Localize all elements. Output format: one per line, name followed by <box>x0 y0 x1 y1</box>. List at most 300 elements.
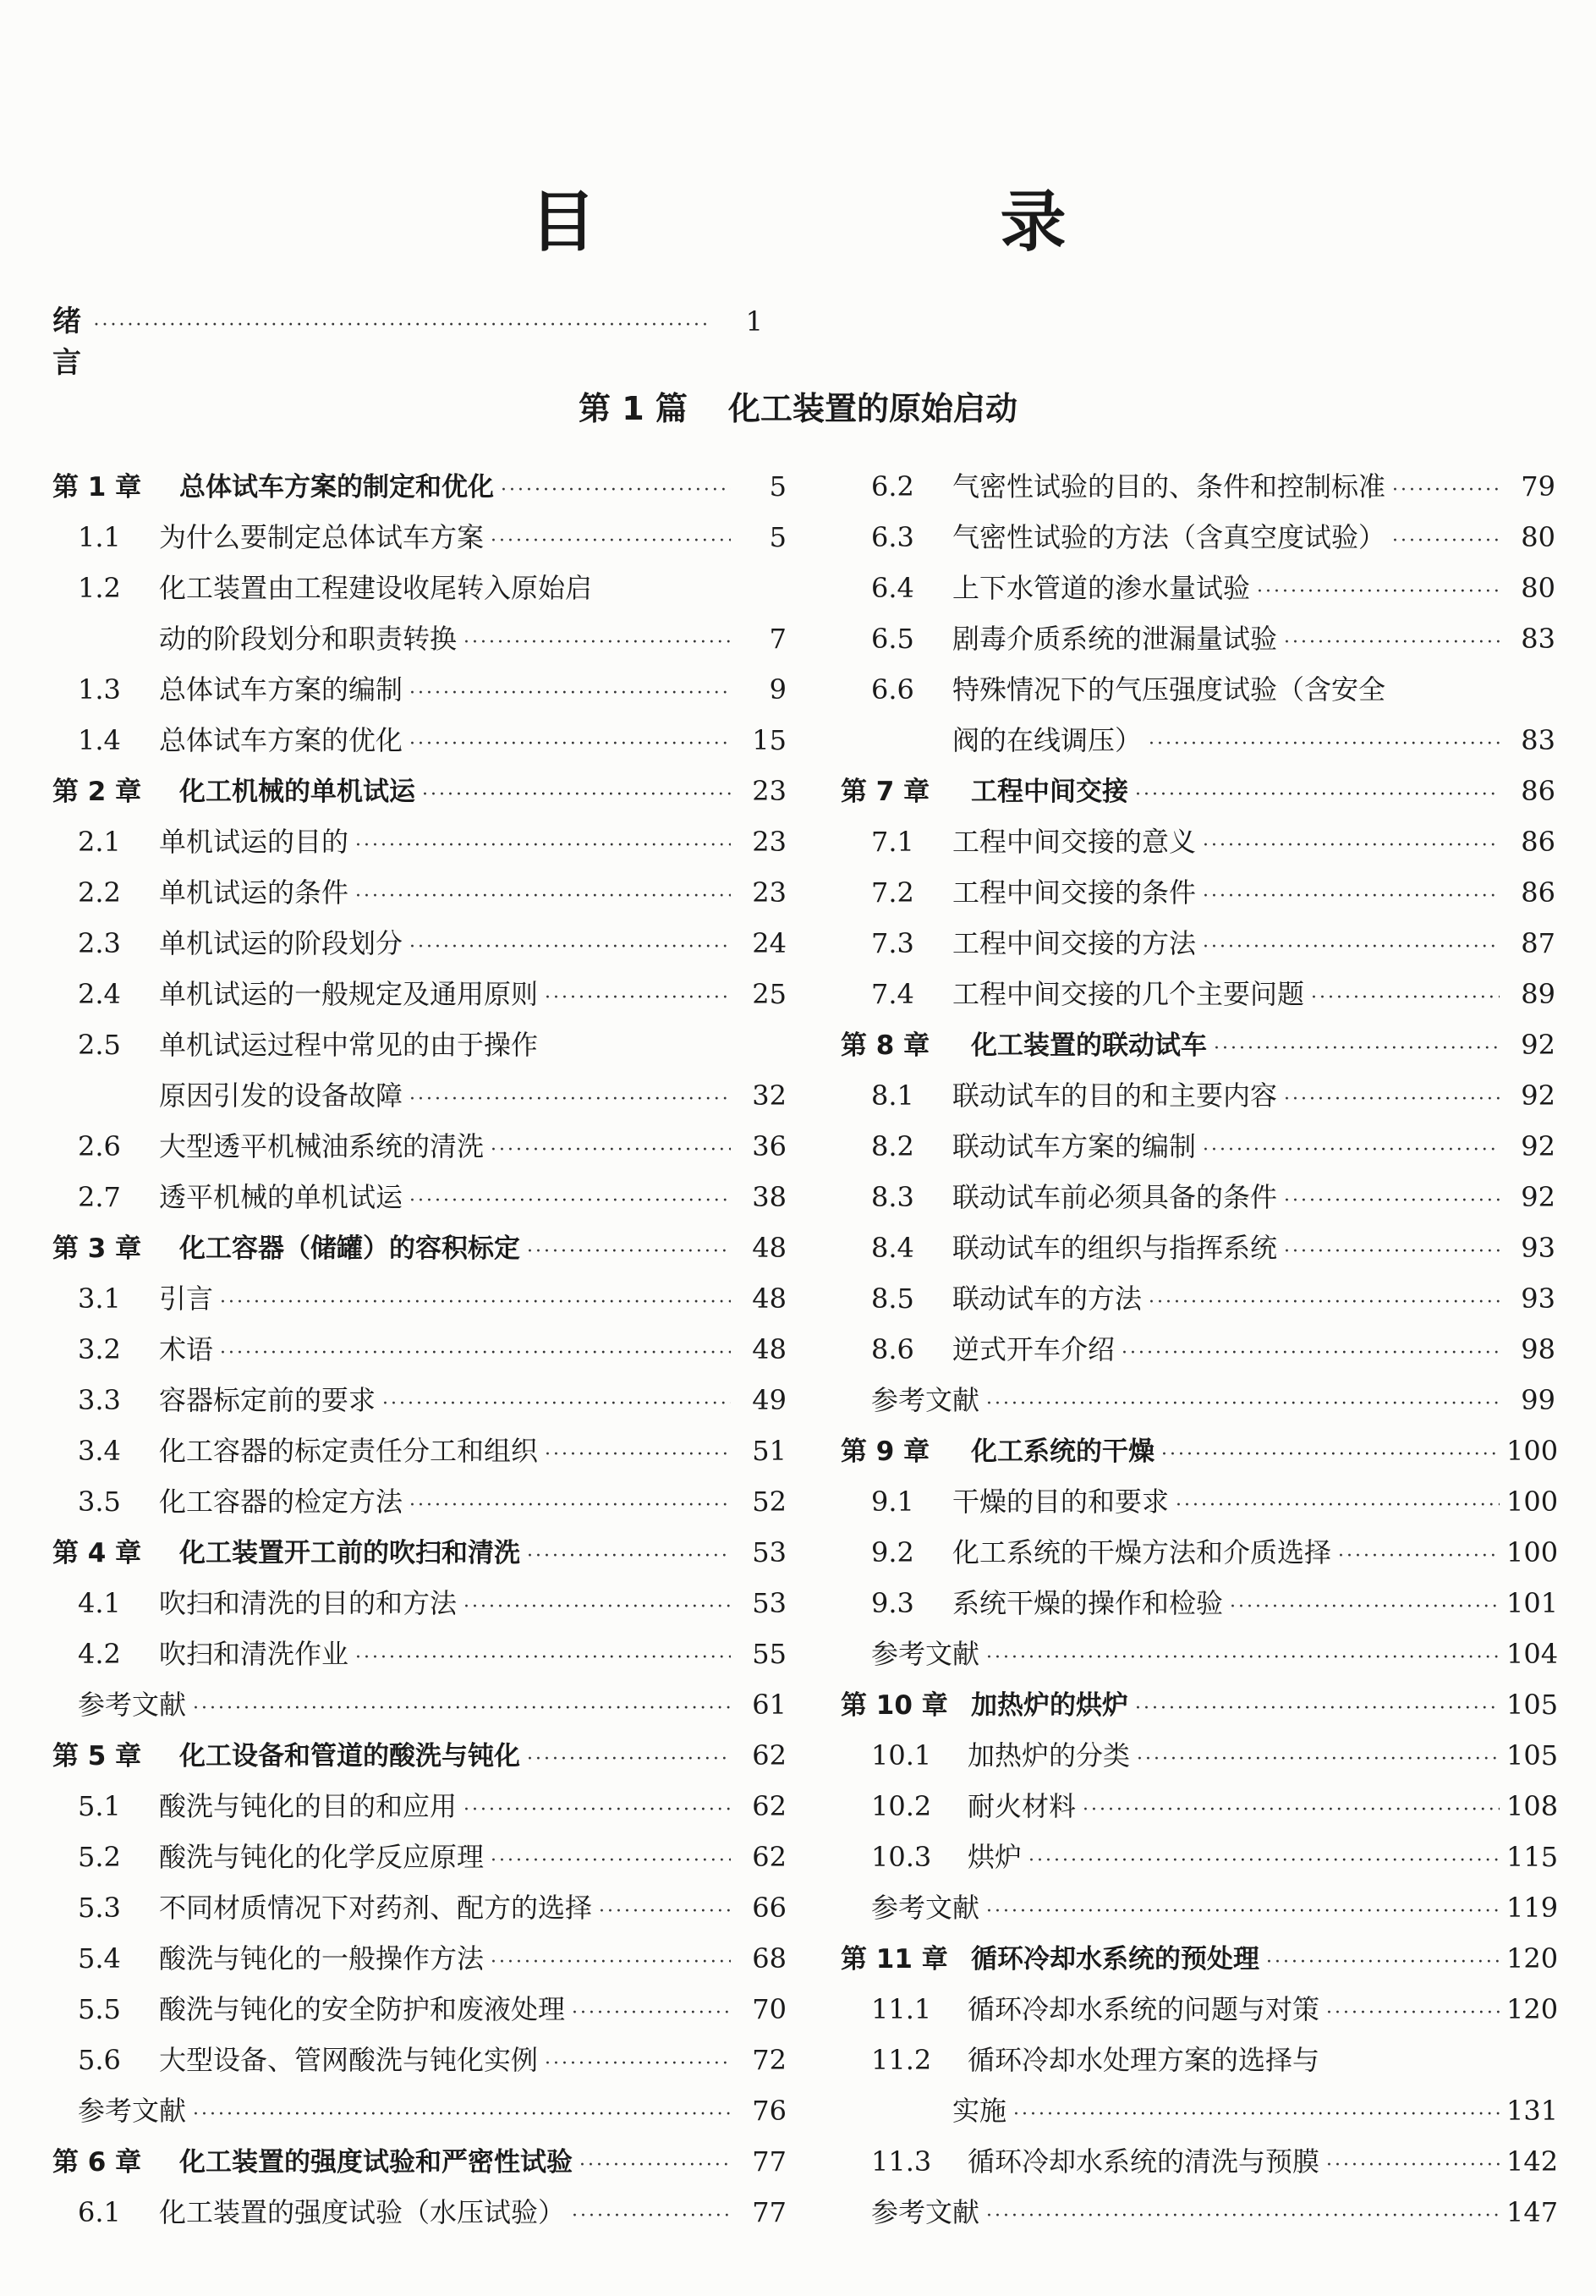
entry-title: 化工装置的强度试验（水压试验） <box>159 2196 566 2228</box>
leader-dots <box>986 1887 1500 1937</box>
entry-title: 耐火材料 <box>968 1790 1077 1822</box>
entry-page-number: 61 <box>752 1689 787 1721</box>
entry-page-number: 38 <box>752 1181 787 1213</box>
entry-title: 工程中间交接的条件 <box>952 876 1197 909</box>
entry-number: 1.2 <box>78 572 121 604</box>
leader-dots <box>422 770 731 821</box>
toc-section-entry[interactable] <box>841 461 1555 512</box>
entry-number: 6.3 <box>871 521 914 553</box>
leader-dots <box>986 1379 1500 1430</box>
entry-title: 单机试运的一般规定及通用原则 <box>159 978 539 1010</box>
entry-page-number: 92 <box>1521 1181 1555 1213</box>
entry-number: 7.2 <box>871 876 914 909</box>
entry-title: 化工装置开工前的吹扫和清洗 <box>179 1538 520 1568</box>
toc-section-entry[interactable] <box>841 1578 1559 1629</box>
entry-title: 大型透平机械油系统的清洗 <box>159 1130 485 1162</box>
leader-dots <box>491 1125 731 1176</box>
leader-dots <box>463 1785 731 1836</box>
entry-number: 第 8 章 <box>841 1030 930 1061</box>
toc-entry-continuation[interactable] <box>841 2085 1559 2136</box>
toc-chapter-entry[interactable] <box>52 2136 787 2187</box>
toc-section-entry[interactable] <box>52 1832 787 1882</box>
entry-page-number: 100 <box>1506 1435 1559 1467</box>
entry-title: 化工设备和管道的酸洗与钝化 <box>179 1741 520 1771</box>
entry-page-number: 68 <box>752 1942 787 1975</box>
toc-section-entry[interactable] <box>841 2136 1559 2187</box>
toc-section-entry[interactable] <box>841 664 1555 715</box>
entry-title: 参考文献 <box>871 1892 980 1924</box>
entry-page-number: 25 <box>752 978 787 1010</box>
entry-number: 2.3 <box>78 927 121 959</box>
entry-number: 第 3 章 <box>52 1233 142 1264</box>
toc-chapter-entry[interactable] <box>52 766 787 816</box>
entry-title: 化工容器的检定方法 <box>159 1486 403 1518</box>
toc-references-entry[interactable] <box>841 2187 1559 2238</box>
leader-dots <box>409 719 731 770</box>
entry-title: 参考文献 <box>871 2196 980 2228</box>
toc-section-entry[interactable] <box>52 1273 787 1324</box>
entry-number: 5.3 <box>78 1892 121 1924</box>
toc-section-entry[interactable] <box>841 1476 1559 1527</box>
entry-page-number: 92 <box>1521 1079 1555 1112</box>
entry-title: 引言 <box>159 1283 214 1315</box>
entry-page-number: 48 <box>752 1232 787 1264</box>
toc-right-column <box>841 461 1559 2238</box>
entry-number: 9.1 <box>871 1486 914 1518</box>
entry-page-number: 52 <box>752 1486 787 1518</box>
toc-section-entry[interactable] <box>52 1578 787 1629</box>
toc-chapter-entry[interactable] <box>52 461 787 512</box>
leader-dots <box>409 668 731 719</box>
entry-title: 化工系统的干燥 <box>971 1436 1154 1467</box>
leader-dots <box>463 618 731 668</box>
entry-title: 系统干燥的操作和检验 <box>952 1587 1224 1619</box>
entry-number: 8.3 <box>871 1181 914 1213</box>
entry-page-number: 147 <box>1506 2196 1559 2228</box>
entry-page-number: 100 <box>1506 1536 1559 1568</box>
entry-page-number: 49 <box>752 1384 787 1416</box>
toc-section-entry[interactable] <box>841 1070 1555 1121</box>
toc-section-entry[interactable] <box>841 1781 1559 1832</box>
entry-title: 联动试车方案的编制 <box>952 1130 1197 1162</box>
entry-page-number: 105 <box>1506 1689 1559 1721</box>
leader-dots <box>545 1430 731 1480</box>
preface-page: 1 <box>745 305 763 338</box>
toc-section-entry[interactable] <box>52 1172 787 1222</box>
toc-section-entry[interactable] <box>52 1425 787 1476</box>
entry-title: 术语 <box>159 1333 214 1365</box>
entry-page-number: 120 <box>1506 1942 1559 1975</box>
entry-title: 工程中间交接的几个主要问题 <box>952 978 1305 1010</box>
entry-number: 5.6 <box>78 2044 121 2076</box>
entry-page-number: 89 <box>1521 978 1555 1010</box>
toc-section-entry[interactable] <box>52 1019 787 1070</box>
leader-dots <box>1203 922 1500 973</box>
toc-section-entry[interactable] <box>52 512 787 563</box>
entry-title: 原因引发的设备故障 <box>159 1079 403 1112</box>
entry-page-number: 86 <box>1521 876 1555 909</box>
toc-section-entry[interactable] <box>52 969 787 1019</box>
leader-dots <box>599 1887 731 1937</box>
entry-title: 化工装置的强度试验和严密性试验 <box>179 2147 573 2178</box>
entry-number: 第 9 章 <box>841 1436 930 1467</box>
entry-number: 2.7 <box>78 1181 121 1213</box>
leader-dots <box>1214 1024 1500 1074</box>
toc-section-entry[interactable] <box>841 512 1555 563</box>
entry-title: 联动试车的目的和主要内容 <box>952 1079 1278 1112</box>
entry-title: 气密性试验的目的、条件和控制标准 <box>952 470 1386 503</box>
entry-number: 10.3 <box>871 1841 932 1873</box>
entry-page-number: 36 <box>752 1130 787 1162</box>
part-number: 第 1 篇 <box>579 390 688 427</box>
leader-dots <box>1392 465 1500 516</box>
entry-number: 6.4 <box>871 572 914 604</box>
leader-dots <box>491 516 731 567</box>
toc-left-column <box>52 461 787 2238</box>
part-title: 化工装置的原始启动 <box>727 390 1017 427</box>
toc-section-entry[interactable] <box>52 664 787 715</box>
entry-title: 酸洗与钝化的目的和应用 <box>159 1790 458 1822</box>
entry-number: 5.1 <box>78 1790 121 1822</box>
leader-dots <box>1149 1277 1500 1328</box>
toc-section-entry[interactable] <box>841 867 1555 918</box>
leader-dots <box>1230 1582 1500 1633</box>
entry-page-number: 93 <box>1521 1283 1555 1315</box>
leader-dots <box>545 973 731 1024</box>
toc-section-entry[interactable] <box>52 1984 787 2035</box>
leader-dots <box>572 1988 731 2039</box>
entry-number: 10.2 <box>871 1790 932 1822</box>
entry-page-number: 80 <box>1521 521 1555 553</box>
leader-dots <box>1149 719 1500 770</box>
entry-page-number: 87 <box>1521 927 1555 959</box>
leader-dots <box>572 2191 731 2242</box>
leader-dots <box>409 1176 731 1227</box>
toc-section-entry[interactable] <box>52 918 787 969</box>
entry-title: 大型设备、管网酸洗与钝化实例 <box>159 2044 539 2076</box>
entry-number: 4.1 <box>78 1587 121 1619</box>
toc-section-entry[interactable] <box>52 1629 787 1679</box>
entry-number: 5.4 <box>78 1942 121 1975</box>
entry-title: 循环冷却水系统的清洗与预膜 <box>968 2145 1320 2178</box>
entry-page-number: 101 <box>1506 1587 1559 1619</box>
toc-chapter-entry[interactable] <box>52 1730 787 1781</box>
toc-preface-entry[interactable] <box>52 298 763 381</box>
leader-dots <box>355 1633 731 1684</box>
entry-title: 酸洗与钝化的化学反应原理 <box>159 1841 485 1873</box>
toc-chapter-entry[interactable] <box>52 1527 787 1578</box>
leader-dots <box>1203 821 1500 871</box>
toc-section-entry[interactable] <box>841 969 1555 1019</box>
toc-section-entry[interactable] <box>52 816 787 867</box>
entry-title: 不同材质情况下对药剂、配方的选择 <box>159 1892 593 1924</box>
entry-page-number: 93 <box>1521 1232 1555 1264</box>
leader-dots <box>1135 1684 1500 1734</box>
leader-dots <box>1284 1074 1500 1125</box>
entry-number: 5.2 <box>78 1841 121 1873</box>
entry-number: 6.5 <box>871 623 914 655</box>
entry-number: 2.4 <box>78 978 121 1010</box>
toc-section-entry[interactable] <box>52 1882 787 1933</box>
entry-title: 总体试车方案的编制 <box>159 673 403 706</box>
entry-title: 烘炉 <box>968 1841 1023 1873</box>
toc-section-entry[interactable] <box>52 1324 787 1375</box>
leader-dots <box>501 465 731 516</box>
toc-section-entry[interactable] <box>841 918 1555 969</box>
entry-page-number: 55 <box>752 1638 787 1670</box>
entry-page-number: 5 <box>769 470 787 503</box>
entry-number: 第 2 章 <box>52 777 142 807</box>
leader-dots <box>220 1328 731 1379</box>
entry-title: 参考文献 <box>871 1384 980 1416</box>
entry-page-number: 131 <box>1506 2095 1559 2127</box>
entry-title: 工程中间交接的意义 <box>952 826 1197 858</box>
entry-page-number: 99 <box>1521 1384 1555 1416</box>
entry-title: 单机试运的条件 <box>159 876 349 909</box>
entry-number: 6.6 <box>871 673 914 706</box>
entry-title: 实施 <box>952 2095 1007 2127</box>
entry-number: 2.6 <box>78 1130 121 1162</box>
entry-number: 8.6 <box>871 1333 914 1365</box>
entry-number: 10.1 <box>871 1739 932 1771</box>
leader-dots <box>220 1277 731 1328</box>
toc-section-entry[interactable] <box>841 613 1555 664</box>
leader-dots <box>1311 973 1500 1024</box>
toc-section-entry[interactable] <box>841 816 1555 867</box>
leader-dots <box>1203 1125 1500 1176</box>
leader-dots <box>491 1937 731 1988</box>
leader-dots <box>1122 1328 1500 1379</box>
leader-dots <box>463 1582 731 1633</box>
entry-page-number: 77 <box>752 2196 787 2228</box>
toc-section-entry[interactable] <box>52 867 787 918</box>
entry-number: 6.2 <box>871 470 914 503</box>
entry-title: 化工容器的标定责任分工和组织 <box>159 1435 539 1467</box>
entry-number: 3.1 <box>78 1283 121 1315</box>
entry-page-number: 83 <box>1521 623 1555 655</box>
leader-dots <box>409 1480 731 1531</box>
leader-dots <box>1257 567 1500 618</box>
toc-section-entry[interactable] <box>841 1273 1555 1324</box>
entry-title: 参考文献 <box>78 2095 187 2127</box>
entry-page-number: 23 <box>752 826 787 858</box>
entry-title: 循环冷却水系统的问题与对策 <box>968 1993 1320 2025</box>
toc-section-entry[interactable] <box>841 1121 1555 1172</box>
entry-page-number: 51 <box>752 1435 787 1467</box>
entry-page-number: 5 <box>769 521 787 553</box>
entry-number: 4.2 <box>78 1638 121 1670</box>
leader-dots <box>1338 1531 1500 1582</box>
toc-section-entry[interactable] <box>52 1933 787 1984</box>
toc-section-entry[interactable] <box>52 563 787 613</box>
entry-title: 参考文献 <box>871 1638 980 1670</box>
toc-section-entry[interactable] <box>52 1781 787 1832</box>
entry-title: 单机试运的目的 <box>159 826 349 858</box>
toc-section-entry[interactable] <box>52 1476 787 1527</box>
entry-page-number: 100 <box>1506 1486 1559 1518</box>
entry-title: 干燥的目的和要求 <box>952 1486 1170 1518</box>
leader-dots <box>986 2191 1500 2242</box>
entry-page-number: 108 <box>1506 1790 1559 1822</box>
toc-section-entry[interactable] <box>841 1172 1555 1222</box>
page-title: 目 录 <box>529 184 1236 261</box>
entry-page-number: 62 <box>752 1739 787 1771</box>
toc-section-entry[interactable] <box>52 2187 787 2238</box>
toc-section-entry[interactable] <box>841 563 1555 613</box>
toc-references-entry[interactable] <box>52 2085 787 2136</box>
entry-page-number: 79 <box>1521 470 1555 503</box>
toc-references-entry[interactable] <box>841 1375 1555 1425</box>
toc-section-entry[interactable] <box>841 1832 1559 1882</box>
leader-dots <box>1326 2140 1500 2191</box>
entry-title: 透平机械的单机试运 <box>159 1181 403 1213</box>
toc-section-entry[interactable] <box>841 1324 1555 1375</box>
entry-number: 1.3 <box>78 673 121 706</box>
toc-references-entry[interactable] <box>841 1629 1559 1679</box>
preface-label: 绪言 <box>52 305 81 380</box>
toc-section-entry[interactable] <box>841 1527 1559 1578</box>
entry-title: 酸洗与钝化的一般操作方法 <box>159 1942 485 1975</box>
entry-page-number: 92 <box>1521 1130 1555 1162</box>
entry-title: 气密性试验的方法（含真空度试验） <box>952 521 1386 553</box>
entry-title: 总体试车方案的制定和优化 <box>179 472 494 503</box>
entry-number: 第 7 章 <box>841 777 930 807</box>
entry-number: 2.1 <box>78 826 121 858</box>
entry-number: 11.1 <box>871 1993 932 2025</box>
entry-title: 单机试运的阶段划分 <box>159 927 403 959</box>
entry-page-number: 7 <box>769 623 787 655</box>
entry-page-number: 48 <box>752 1283 787 1315</box>
entry-page-number: 23 <box>752 876 787 909</box>
entry-number: 8.1 <box>871 1079 914 1112</box>
toc-section-entry[interactable] <box>841 1730 1559 1781</box>
leader-dots <box>382 1379 731 1430</box>
toc-chapter-entry[interactable] <box>841 766 1555 816</box>
entry-title: 联动试车的方法 <box>952 1283 1143 1315</box>
entry-number: 第 6 章 <box>52 2147 142 2178</box>
entry-page-number: 86 <box>1521 826 1555 858</box>
leader-dots <box>491 1836 731 1887</box>
leader-dots <box>1284 1227 1500 1277</box>
leader-dots <box>1135 770 1500 821</box>
entry-title: 吹扫和清洗的目的和方法 <box>159 1587 458 1619</box>
entry-title: 化工容器（储罐）的容积标定 <box>179 1233 520 1264</box>
leader-dots <box>527 1734 731 1785</box>
leader-dots <box>409 922 731 973</box>
entry-number: 8.4 <box>871 1232 914 1264</box>
entry-number: 3.3 <box>78 1384 121 1416</box>
entry-number: 5.5 <box>78 1993 121 2025</box>
entry-page-number: 83 <box>1521 724 1555 756</box>
entry-title: 容器标定前的要求 <box>159 1384 376 1416</box>
entry-page-number: 142 <box>1506 2145 1559 2178</box>
entry-page-number: 24 <box>752 927 787 959</box>
leader-dots <box>193 1684 731 1734</box>
leader-dots <box>579 2140 731 2191</box>
entry-number: 第 10 章 <box>841 1690 948 1721</box>
entry-number: 8.2 <box>871 1130 914 1162</box>
entry-title: 化工机械的单机试运 <box>179 777 415 807</box>
entry-title: 单机试运过程中常见的由于操作 <box>159 1029 539 1061</box>
toc-chapter-entry[interactable] <box>52 1222 787 1273</box>
toc-section-entry[interactable] <box>841 1222 1555 1273</box>
entry-page-number: 105 <box>1506 1739 1559 1771</box>
leader-dots <box>1013 2090 1500 2140</box>
entry-number: 3.5 <box>78 1486 121 1518</box>
toc-chapter-entry[interactable] <box>841 1933 1559 1984</box>
toc-section-entry[interactable] <box>52 1121 787 1172</box>
entry-page-number: 86 <box>1521 775 1555 807</box>
entry-page-number: 76 <box>752 2095 787 2127</box>
entry-title: 工程中间交接 <box>971 777 1128 807</box>
leader-dots <box>1266 1937 1500 1988</box>
entry-number: 9.2 <box>871 1536 914 1568</box>
entry-title: 加热炉的烘炉 <box>971 1690 1128 1721</box>
toc-section-entry[interactable] <box>841 2035 1555 2085</box>
toc-chapter-entry[interactable] <box>841 1425 1559 1476</box>
entry-page-number: 53 <box>752 1587 787 1619</box>
leader-dots <box>1284 1176 1500 1227</box>
entry-number: 7.4 <box>871 978 914 1010</box>
toc-chapter-entry[interactable] <box>841 1019 1555 1070</box>
entry-title: 参考文献 <box>78 1689 187 1721</box>
toc-references-entry[interactable] <box>52 1679 787 1730</box>
toc-section-entry[interactable] <box>52 1375 787 1425</box>
leader-dots <box>1083 1785 1500 1836</box>
leader-dots <box>1028 1836 1500 1887</box>
entry-page-number: 98 <box>1521 1333 1555 1365</box>
entry-title: 动的阶段划分和职责转换 <box>159 623 458 655</box>
entry-page-number: 15 <box>752 724 787 756</box>
entry-number: 第 4 章 <box>52 1538 142 1568</box>
entry-number: 1.1 <box>78 521 121 553</box>
entry-number: 1.4 <box>78 724 121 756</box>
entry-title: 上下水管道的渗水量试验 <box>952 572 1251 604</box>
entry-page-number: 62 <box>752 1790 787 1822</box>
part-heading <box>0 382 1596 429</box>
entry-page-number: 72 <box>752 2044 787 2076</box>
leader-dots <box>1176 1480 1500 1531</box>
toc-entry-continuation[interactable] <box>52 613 787 664</box>
toc-section-entry[interactable] <box>841 1984 1559 2035</box>
entry-page-number: 120 <box>1506 1993 1559 2025</box>
entry-number: 11.3 <box>871 2145 932 2178</box>
toc-entry-continuation[interactable] <box>52 1070 787 1121</box>
toc-references-entry[interactable] <box>841 1882 1559 1933</box>
entry-title: 化工装置的联动试车 <box>971 1030 1207 1061</box>
toc-section-entry[interactable] <box>52 2035 787 2085</box>
leader-dots <box>193 2090 731 2140</box>
entry-page-number: 70 <box>752 1993 787 2025</box>
toc-entry-continuation[interactable] <box>841 715 1555 766</box>
leader-dots <box>409 1074 731 1125</box>
entry-number: 7.3 <box>871 927 914 959</box>
leader-dots <box>1392 516 1500 567</box>
entry-page-number: 53 <box>752 1536 787 1568</box>
entry-title: 逆式开车介绍 <box>952 1333 1116 1365</box>
entry-page-number: 104 <box>1506 1638 1559 1670</box>
leader-dots <box>355 871 731 922</box>
entry-page-number: 66 <box>752 1892 787 1924</box>
entry-page-number: 48 <box>752 1333 787 1365</box>
entry-title: 总体试车方案的优化 <box>159 724 403 756</box>
entry-number: 第 11 章 <box>841 1944 948 1975</box>
toc-chapter-entry[interactable] <box>841 1679 1559 1730</box>
entry-title: 循环冷却水处理方案的选择与 <box>968 2044 1320 2076</box>
leader-dots <box>1137 1734 1500 1785</box>
entry-number: 3.4 <box>78 1435 121 1467</box>
toc-section-entry[interactable] <box>52 715 787 766</box>
